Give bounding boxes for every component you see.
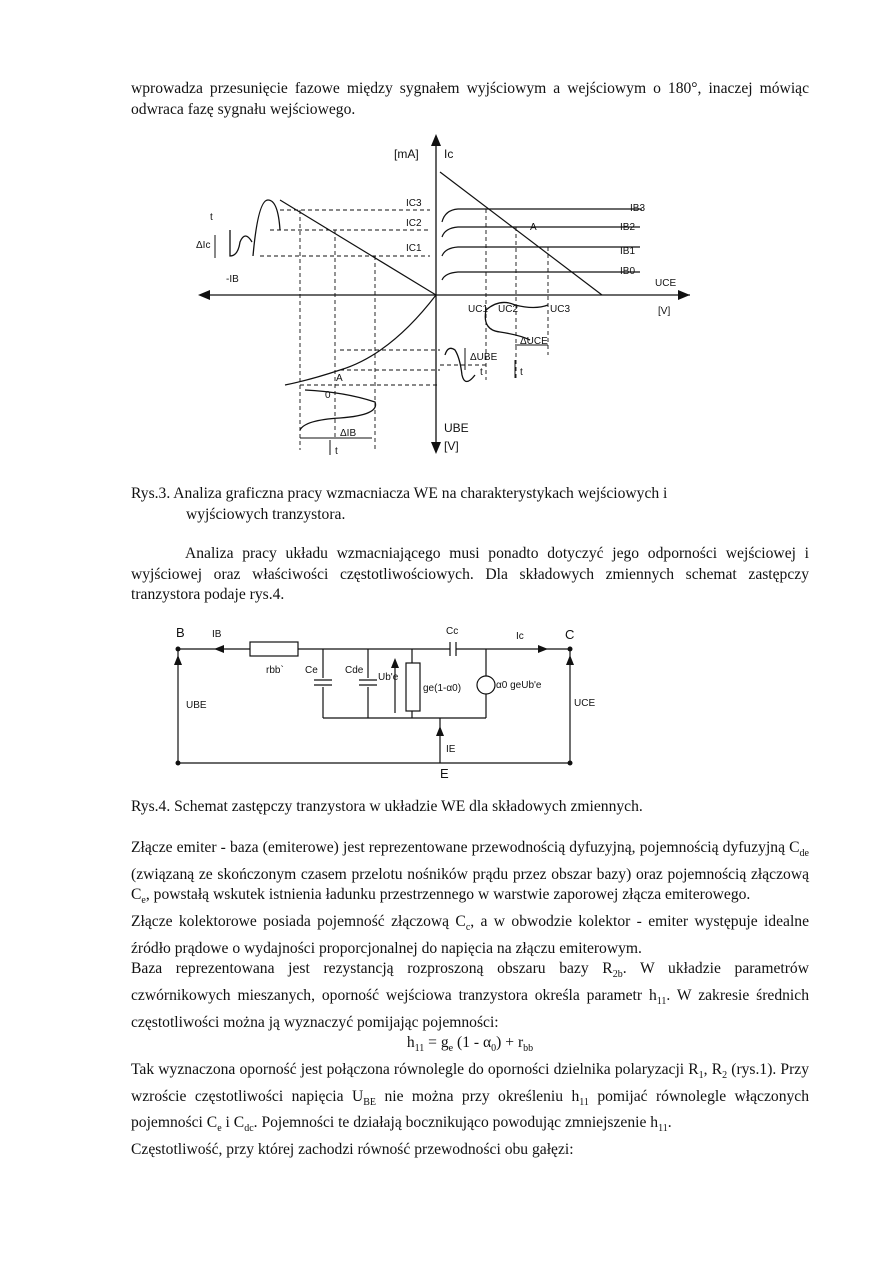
ic-axis-label: Ic [444, 147, 454, 161]
ic-arrow-icon [431, 134, 441, 146]
delta-ic-label: ΔIc [196, 240, 211, 251]
ib-arrow-icon [214, 645, 224, 653]
paragraph-7: Częstotliwość, przy której zachodzi równość przewodności obu gałęzi: [131, 1141, 574, 1159]
ib0-curve [442, 272, 640, 280]
t-label: t [210, 212, 213, 223]
uce-arrow-icon [678, 290, 690, 300]
zero-label: 0 [325, 390, 331, 401]
ie-label: IE [446, 744, 456, 755]
cc-label: Cc [446, 626, 459, 637]
ic-arrow-icon [538, 645, 548, 653]
top-paragraph: wprowadza przesunięcie fazowe między sygnałem wyjściowym a wejściowym o 180°, inaczej mówiąc odwraca fazę sygnału wejściowego. [131, 80, 809, 118]
ie-arrow-icon [436, 726, 444, 736]
uc1-label: UC1 [468, 304, 489, 315]
ib0-label: IB0 [620, 266, 636, 277]
rbb-resistor [250, 642, 298, 656]
ube-arrow-icon [174, 655, 182, 665]
ic-signal-tail [230, 230, 252, 256]
source-label: α0 geUb'e [496, 680, 542, 691]
ib3-label: IB3 [630, 203, 646, 214]
ic-label: Ic [516, 631, 524, 642]
ic2-label: IC2 [406, 218, 422, 229]
ube-small-label: Ub'e [378, 672, 399, 683]
figure-4-equivalent-circuit [170, 618, 596, 781]
t4-label: t [335, 446, 338, 457]
point-a2-label: A [336, 373, 343, 384]
node-b-label: B [176, 625, 185, 640]
cde-label: Cde [345, 665, 364, 676]
uc3-label: UC3 [550, 304, 571, 315]
paragraph-4: Złącze kolektorowe posiada pojemność złączową $C_c$, a w obwodzie kolektor - emiter występuje idealne źródło prądowe o wydajności proporcjonalnej do napięcia na złączu emiterowym. [131, 913, 809, 957]
caption-3-line-2: wyjściowych tranzystora. [186, 506, 346, 523]
uce-axis-label: UCE [655, 278, 677, 289]
formula-h11: $h_{11} = g_e$ $(1 - \alpha_0) + r_{bb}$ [406, 1034, 534, 1055]
paragraph-5: Baza reprezentowana jest rezystancją rozproszoną obszaru bazy $R_{2b}$. W układzie parametrów czwórnikowych mieszanych, oporność wejściowa tranzystora określa parametr $h_{11}$. W zakresie średnich częstotliwości można ją wyznaczyć pomijając pojemności: [131, 960, 809, 1031]
figure-4-caption: Rys.4. Schemat zastępczy tranzystora w układzie WE dla składowych zmiennych. [131, 798, 643, 815]
rbb-label: rbb` [266, 665, 284, 676]
current-source-icon [477, 676, 495, 694]
ic-signal [253, 200, 280, 256]
paragraph-2: Analiza pracy układu wzmacniającego musi ponadto dotyczyć jego odporności wejściowej i wyjściowej oraz właściwości częstotliwościowych. Dla składowych zmiennych schemat zastępczy tranzystora podaje rys.4. [131, 545, 809, 604]
figure-3-characteristics [190, 130, 690, 470]
paragraph-6: Tak wyznaczona oporność jest połączona równolegle do oporności dzielnika polaryzacji $R_1$, $R_2$ (rys.1). Przy wzroście częstotliwości napięcia $U_{BE}$ nie można przy określeniu $h_{11}$ pomijać równolegle włączonych pojemności $C_e$ i $C_{dc}$. Pojemności te działają bocznikująco powodując zmniejszenie $h_{11}$. [131, 1061, 810, 1135]
uc2-label: UC2 [498, 304, 519, 315]
ib-axis-label: -IB [226, 274, 239, 285]
load-line [440, 172, 602, 295]
ube-arrow-icon [431, 442, 441, 454]
ic1-label: IC1 [406, 243, 422, 254]
ube-axis-label: UBE [444, 421, 469, 435]
uce-unit-label: [V] [658, 306, 671, 317]
figure-3-caption [131, 483, 771, 525]
uce-label: UCE [574, 698, 596, 709]
ic3-label: IC3 [406, 198, 422, 209]
ib2-label: IB2 [620, 222, 636, 233]
ge-label: ge(1-α0) [423, 683, 462, 694]
t3-label: t [520, 367, 523, 378]
ib3-curve [442, 209, 642, 222]
delta-uce-label: ΔUCE [520, 336, 548, 347]
ube-label: UBE [186, 700, 207, 711]
node-e-label: E [440, 766, 449, 781]
node-c-icon [568, 647, 573, 652]
node-b-icon [176, 647, 181, 652]
delta-ube-label: ΔUBE [470, 352, 498, 363]
ube-small-arrow-icon [391, 658, 399, 668]
ib-arrow-icon [198, 290, 210, 300]
ib-signal [300, 390, 376, 430]
point-a-label: A [530, 222, 537, 233]
caption-3-line-1: Rys.3. Analiza graficzna pracy wzmacniacza WE na charakterystykach wejściowych i [131, 485, 668, 502]
ube-unit-label: [V] [444, 439, 459, 453]
delta-ib-label: ΔIB [340, 428, 357, 439]
node-c-label: C [565, 627, 575, 642]
t2-label: t [480, 367, 483, 378]
ib1-label: IB1 [620, 246, 636, 257]
ic-unit-label: [mA] [394, 147, 419, 161]
ib-label: IB [212, 629, 222, 640]
main-body-text [131, 838, 809, 1161]
ce-label: Ce [305, 665, 318, 676]
paragraph-3: Złącze emiter - baza (emiterowe) jest reprezentowane przewodnością dyfuzyjną, pojemnością dyfuzyjną $C_{de}$ (związaną ze skończonym czasem przelotu nośników prądu przez obszar bazy) oraz pojemnością złączową $C_e$, powstałą wskutek istnienia ładunku przestrzennego w warstwie zaporowej złącza emiterowego. [131, 839, 809, 907]
ge-resistor [406, 663, 420, 711]
ib2-curve [442, 227, 640, 237]
uce-arrow-icon [566, 655, 574, 665]
input-characteristic [285, 295, 436, 385]
